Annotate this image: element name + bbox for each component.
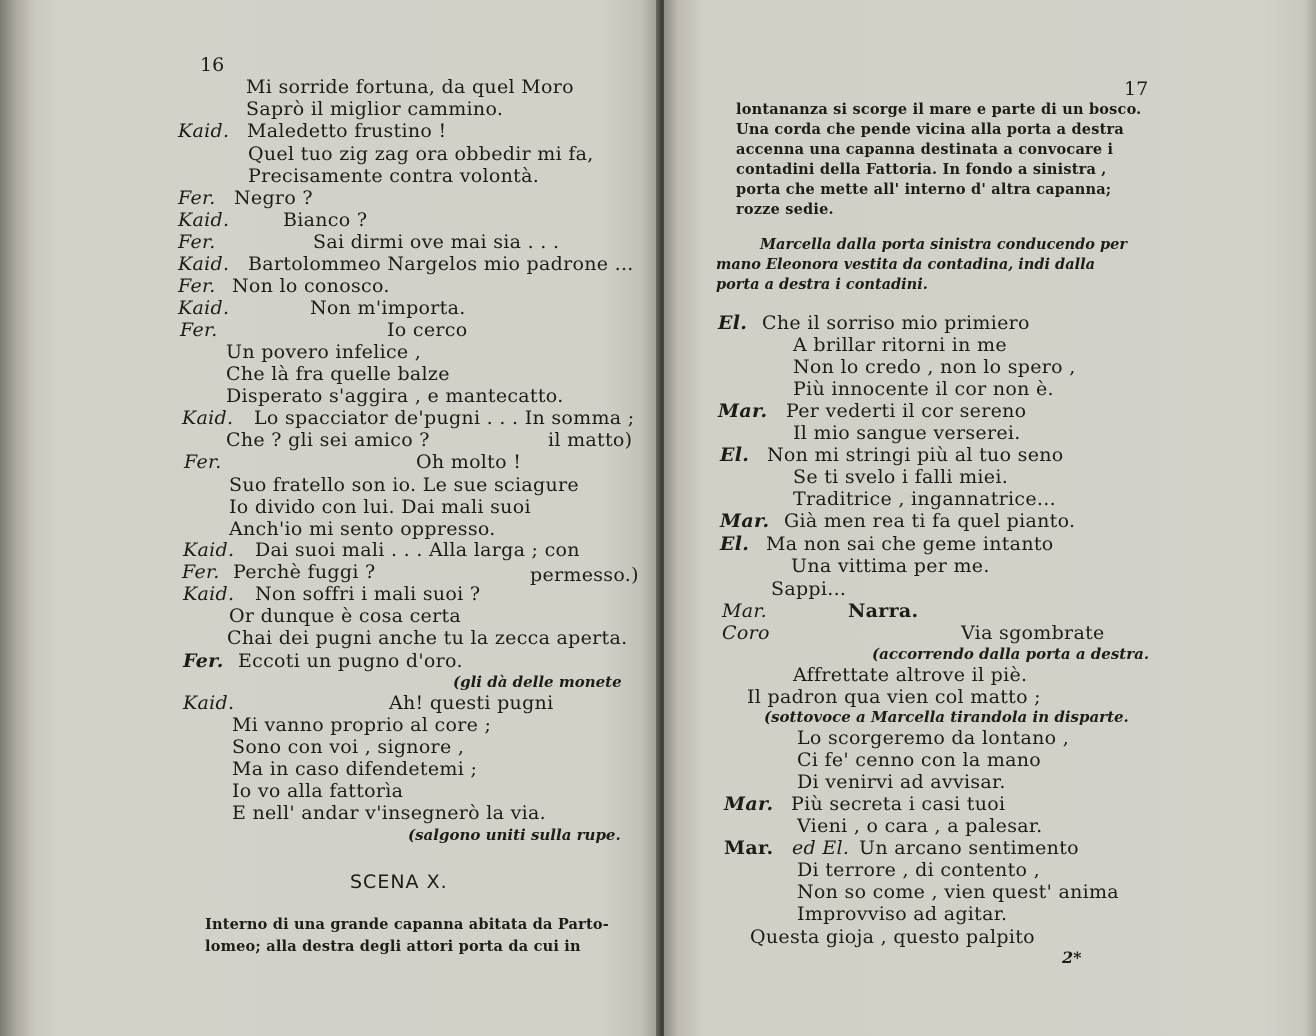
verse-line: Oh molto ! (416, 451, 522, 473)
speaker-label: Kaid. (178, 209, 230, 231)
verse-line: Chai dei pugni anche tu la zecca aperta. (227, 627, 628, 649)
verse-line: Perchè fuggi ? (233, 561, 376, 583)
verse-line: Eccoti un pugno d'oro. (238, 650, 463, 672)
verse-line: Saprò il miglior cammino. (246, 98, 504, 120)
speaker-label: El. (720, 444, 750, 466)
verse-line: Questa gioja , questo palpito (750, 926, 1035, 948)
speaker-label: Kaid. (183, 539, 235, 561)
speaker-label: Fer. (178, 231, 216, 253)
verse-line: Suo fratello son io. Le sue sciagure (229, 474, 579, 496)
verse-line: Or dunque è cosa certa (229, 605, 462, 627)
speaker-label: Fer. (182, 561, 220, 583)
verse-line: Io divido con lui. Dai mali suoi (229, 496, 531, 518)
stage-direction: (accorrendo dalla porta a destra. (872, 645, 1150, 663)
prose-line: contadini della Fattoria. In fondo a sinistra , (736, 161, 1107, 178)
speaker-label: Fer. (178, 275, 216, 297)
verse-line: Negro ? (234, 187, 313, 209)
prose-line: rozze sedie. (736, 201, 834, 218)
verse-line: Non lo credo , non lo spero , (793, 356, 1076, 378)
speaker-label: Kaid. (183, 583, 235, 605)
verse-line: Di terrore , di contento , (797, 859, 1040, 881)
verse-line: Già men rea ti fa quel pianto. (784, 510, 1076, 532)
page-number: 17 (1124, 78, 1149, 100)
verse-line: Se ti svelo i falli miei. (793, 466, 1009, 488)
speaker-label: Mar. (720, 510, 770, 532)
signature-mark: 2* (1062, 948, 1082, 967)
verse-line: Non soffri i mali suoi ? (255, 583, 481, 605)
speaker-label: Mar. (724, 793, 774, 815)
verse-line: Lo spacciator de'pugni . . . In somma ; (254, 407, 635, 429)
prose-line: Interno di una grande capanna abitata da Parto- (205, 916, 609, 933)
verse-line: Sono con voi , signore , (232, 736, 465, 758)
speaker-label: Fer. (183, 650, 224, 672)
prose-line: lontananza si scorge il mare e parte di un bosco. (736, 101, 1142, 118)
verse-line: Ci fe' cenno con la mano (797, 749, 1042, 771)
verse-line: Più secreta i casi tuoi (791, 793, 1006, 815)
verse-line: Per vederti il cor sereno (786, 400, 1027, 422)
verse-line: Ah! questi pugni (389, 692, 554, 714)
verse-line: Il padron qua vien col matto ; (747, 686, 1041, 708)
stage-direction: Marcella dalla porta sinistra conducendo per (760, 236, 1128, 253)
prose-line: porta che mette all' interno d' altra capanna; (736, 181, 1112, 198)
verse-line: Io cerco (387, 319, 468, 341)
speaker-label: Kaid. (183, 692, 235, 714)
verse-line: Che là fra quelle balze (226, 363, 450, 385)
verse-line: Disperato s'aggira , e mantecatto. (226, 385, 564, 407)
speaker-label: Kaid. (182, 407, 234, 429)
verse-line: Non lo conosco. (232, 275, 390, 297)
speaker-label: Fer. (178, 187, 216, 209)
speaker-label: Kaid. (178, 253, 230, 275)
verse-line: Un arcano sentimento (859, 837, 1079, 859)
verse-line: Narra. (848, 600, 919, 622)
speaker-label: Kaid. (178, 297, 230, 319)
verse-line: Ma non sai che geme intanto (766, 533, 1054, 555)
verse-line: Sappi... (771, 578, 847, 600)
verse-line: Maledetto frustino ! (247, 120, 447, 142)
verse-line: Non m'importa. (310, 297, 466, 319)
verse-line: Il mio sangue verserei. (793, 422, 1021, 444)
verse-line: Dai suoi mali . . . Alla larga ; con (255, 539, 580, 561)
speaker-label: Fer. (180, 319, 218, 341)
verse-line: Quel tuo zig zag ora obbedir mi fa, (248, 143, 594, 165)
verse-line: E nell' andar v'insegnerò la via. (232, 802, 546, 824)
speaker-label: El. (718, 312, 748, 334)
verse-line: Più innocente il cor non è. (793, 378, 1054, 400)
right-page (664, 0, 1316, 1036)
speaker-label: Mar. (724, 837, 774, 859)
verse-line: Di venirvi ad avvisar. (797, 771, 1006, 793)
speaker-label: ed El. (792, 837, 850, 859)
verse-line: permesso.) (530, 564, 639, 586)
verse-line: Precisamente contra volontà. (248, 165, 540, 187)
verse-line: Mi sorride fortuna, da quel Moro (246, 76, 574, 98)
verse-line: Bartolommeo Nargelos mio padrone ... (248, 253, 634, 275)
speaker-label: Fer. (184, 451, 222, 473)
verse-line: Via sgombrate (961, 622, 1105, 644)
stage-direction: (gli dà delle monete (453, 673, 622, 691)
stage-direction: mano Eleonora vestita da contadina, indi dalla (716, 256, 1096, 273)
verse-line: Ma in caso difendetemi ; (232, 758, 478, 780)
verse-line: Bianco ? (283, 209, 368, 231)
verse-line: Un povero infelice , (226, 341, 422, 363)
speaker-label: Kaid. (178, 120, 230, 142)
verse-line: Che il sorriso mio primiero (762, 312, 1030, 334)
stage-direction: porta a destra i contadini. (716, 276, 928, 293)
verse-line: A brillar ritorni in me (793, 334, 1007, 356)
speaker-label: El. (720, 533, 750, 555)
verse-line: Non mi stringi più al tuo seno (767, 444, 1064, 466)
verse-line: Anch'io mi sento oppresso. (229, 518, 496, 540)
scene-heading: SCENA X. (350, 871, 448, 893)
prose-line: accenna una capanna destinata a convocare i (736, 141, 1114, 158)
page-number: 16 (200, 54, 225, 76)
verse-line: Non so come , vien quest' anima (797, 881, 1119, 903)
speaker-label: Coro (722, 622, 770, 644)
verse-line: Improvviso ad agitar. (797, 903, 1008, 925)
verse-line: Traditrice , ingannatrice... (793, 488, 1056, 510)
prose-line: lomeo; alla destra degli attori porta da cui in (205, 938, 581, 955)
verse-line: il matto) (548, 429, 633, 451)
verse-line: Lo scorgeremo da lontano , (797, 727, 1070, 749)
verse-line: Che ? gli sei amico ? (226, 429, 430, 451)
verse-line: Vieni , o cara , a palesar. (797, 815, 1043, 837)
stage-direction: (salgono uniti sulla rupe. (408, 826, 621, 844)
verse-line: Affrettate altrove il piè. (793, 664, 1028, 686)
verse-line: Sai dirmi ove mai sia . . . (313, 231, 560, 253)
stage-direction: (sottovoce a Marcella tirandola in disparte. (764, 708, 1129, 726)
verse-line: Mi vanno proprio al core ; (232, 714, 492, 736)
speaker-label: Mar. (718, 400, 768, 422)
verse-line: Una vittima per me. (791, 555, 990, 577)
speaker-label: Mar. (722, 600, 768, 622)
verse-line: Io vo alla fattorìa (232, 780, 404, 802)
prose-line: Una corda che pende vicina alla porta a destra (736, 121, 1124, 138)
